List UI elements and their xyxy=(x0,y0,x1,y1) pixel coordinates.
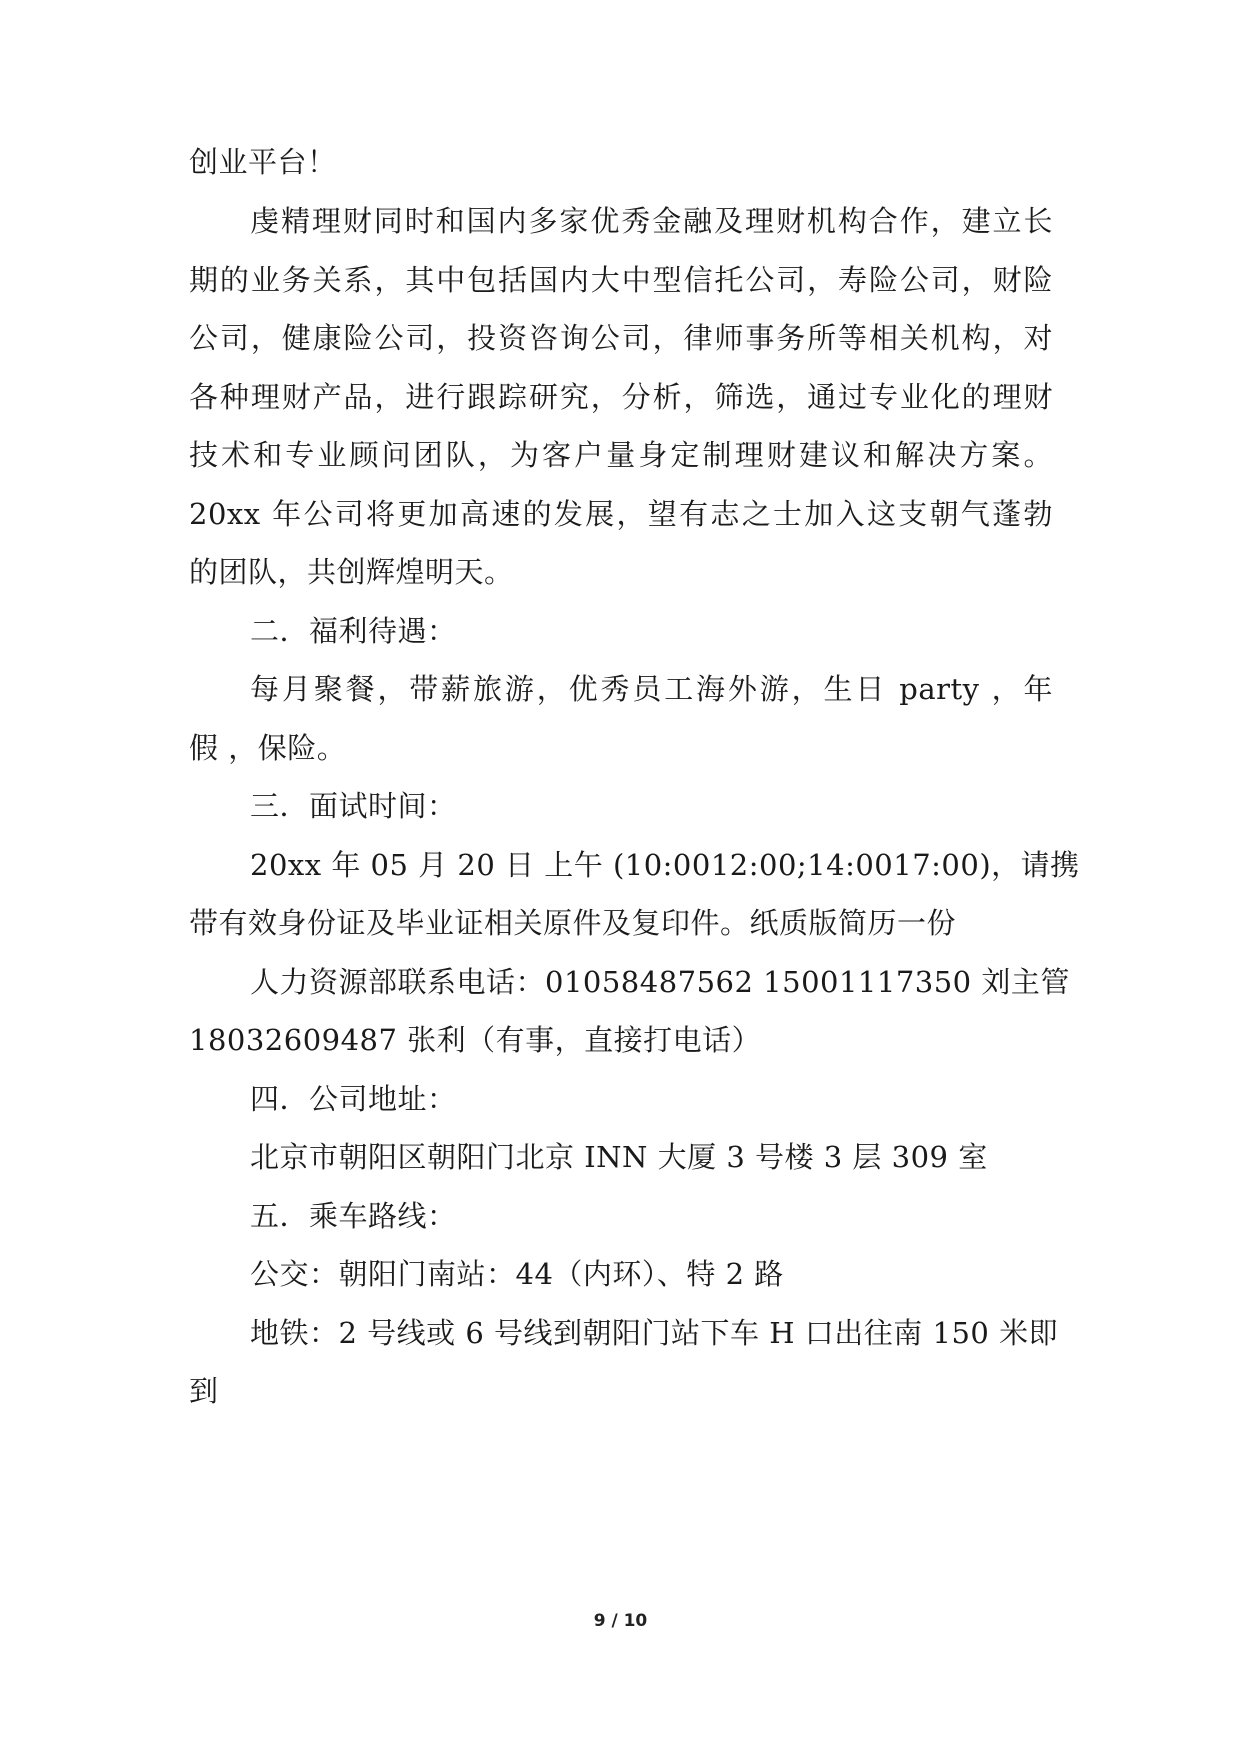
paragraph-line: 每月聚餐，带薪旅游，优秀员工海外游，生日 party ，年 xyxy=(250,672,1053,706)
section-heading: 二．福利待遇： xyxy=(250,614,457,648)
paragraph-line: 带有效身份证及毕业证相关原件及复印件。纸质版简历一份 xyxy=(189,906,957,940)
paragraph-line: 假 ，保险。 xyxy=(189,731,347,765)
route-line: 地铁：2 号线或 6 号线到朝阳门站下车 H 口出往南 150 米即 xyxy=(250,1316,1059,1350)
paragraph-line: 公司，健康险公司，投资咨询公司，律师事务所等相关机构，对 xyxy=(189,321,1053,355)
paragraph-line: 的团队，共创辉煌明天。 xyxy=(189,555,514,589)
contact-line: 18032609487 张利（有事，直接打电话） xyxy=(189,1023,762,1057)
section-heading: 四．公司地址： xyxy=(250,1082,457,1116)
paragraph-line: 技术和专业顾问团队，为客户量身定制理财建议和解决方案。 xyxy=(189,438,1053,472)
address-line: 北京市朝阳区朝阳门北京 INN 大厦 3 号楼 3 层 309 室 xyxy=(250,1140,988,1174)
section-heading: 五．乘车路线： xyxy=(250,1199,457,1233)
text-line: 创业平台！ xyxy=(189,145,337,179)
section-heading: 三．面试时间： xyxy=(250,789,457,823)
paragraph-line: 20xx 年公司将更加高速的发展，望有志之士加入这支朝气蓬勃 xyxy=(189,497,1053,531)
page-number: 9 / 10 xyxy=(593,1611,648,1631)
contact-line: 人力资源部联系电话：01058487562 15001117350 刘主管 xyxy=(250,965,1070,999)
route-line: 公交：朝阳门南站：44（内环）、特 2 路 xyxy=(250,1257,784,1291)
paragraph-line: 各种理财产品，进行跟踪研究，分析，筛选，通过专业化的理财 xyxy=(189,380,1053,414)
paragraph-line: 虔精理财同时和国内多家优秀金融及理财机构合作，建立长 xyxy=(250,204,1053,238)
paragraph-line: 20xx 年 05 月 20 日 上午 (10:0012:00;14:0017:00)，请携 xyxy=(250,848,1080,882)
paragraph-line: 期的业务关系，其中包括国内大中型信托公司，寿险公司，财险 xyxy=(189,263,1053,297)
route-line: 到 xyxy=(189,1374,219,1408)
